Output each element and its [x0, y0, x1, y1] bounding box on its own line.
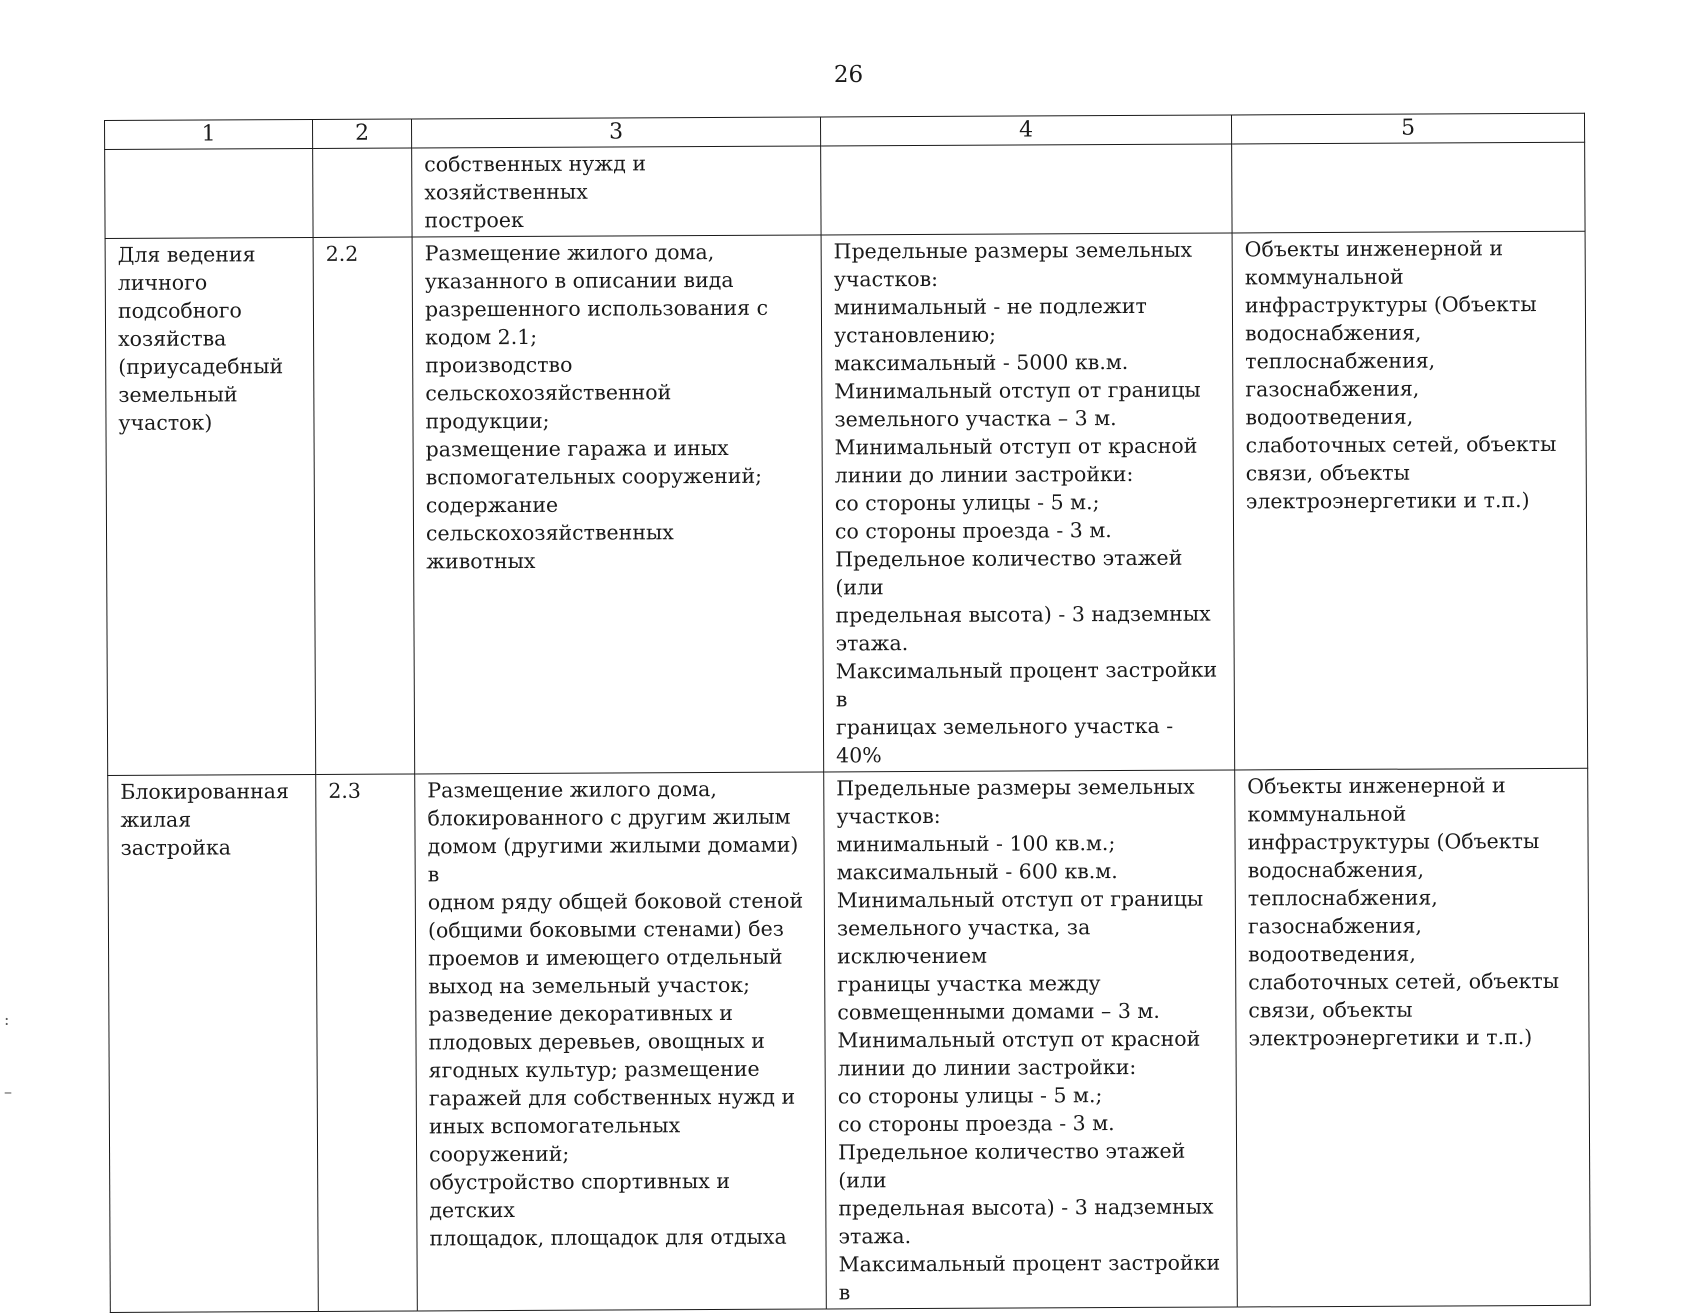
cell-text-line: проемов и имеющего отдельный — [428, 944, 783, 971]
cell-text-line: Объекты инженерной и — [1244, 236, 1504, 262]
cell-text-line: совмещенными домами – 3 м. — [837, 998, 1160, 1025]
cell-text-line: слаботочных сетей, объекты — [1245, 431, 1557, 458]
cell-text-line: инфраструктуры (Объекты — [1244, 292, 1537, 318]
cell-text-line: гаражей для собственных нужд и — [428, 1084, 796, 1111]
cell-text-line: Минимальный отступ от красной — [834, 433, 1198, 460]
cell-parameters — [821, 233, 1235, 772]
cell-text-line: теплоснабжения, — [1245, 348, 1436, 374]
cell-text-line: линии до линии застройки: — [834, 461, 1134, 488]
cell-text-line: Минимальный отступ от границы — [834, 377, 1201, 404]
cell-text-line: хозяйства — [118, 326, 227, 351]
column-header-1: 1 — [105, 119, 313, 149]
cell-text-line: земельного участка, за исключением — [836, 915, 1091, 969]
cell-text-line: со стороны проезда - 3 м. — [837, 1111, 1115, 1137]
cell-text-line: слаботочных сетей, объекты — [1248, 968, 1560, 995]
cell-text-line: газоснабжения, водоотведения, — [1247, 913, 1422, 967]
cell-text-line: минимальный - 100 кв.м.; — [836, 831, 1116, 857]
cell-text-line: Предельные размеры земельных — [833, 237, 1193, 264]
column-header-2: 2 — [312, 119, 411, 148]
cell-text-line: максимальный - 5000 кв.м. — [834, 349, 1129, 376]
cell-text-line: электроэнергетики и т.п.) — [1248, 1025, 1533, 1051]
cell-text-line: ягодных культур; размещение — [428, 1056, 760, 1083]
cell-text-line: Минимальный отступ от красной — [837, 1026, 1201, 1053]
cell-text-line: кодом 2.1; — [425, 324, 538, 350]
cell-text-line: предельная высота) - 3 надземных — [835, 601, 1211, 628]
cell-text-line: разрешенного использования с — [424, 295, 769, 322]
cell-text-line: личного — [117, 270, 208, 295]
cell-text-line: границы участка между — [837, 971, 1101, 997]
cell-text-line: Предельные размеры земельных — [836, 774, 1195, 801]
cell-use-name — [108, 774, 319, 1312]
cell-text-line: установлению; — [834, 322, 997, 348]
cell-use-name — [105, 237, 316, 775]
cell-text-line: построек — [424, 207, 524, 233]
cell-text-line: иных вспомогательных сооружений; — [428, 1113, 681, 1167]
cell-text-line: разведение декоративных и — [428, 1000, 733, 1027]
table-row — [108, 768, 1591, 1312]
cell-text-line: максимальный - 600 кв.м. — [836, 859, 1118, 885]
cell-text-line: участков: — [836, 803, 941, 829]
cell-text-line: блокированного с другим жилым — [427, 804, 791, 831]
cell-text-line: связи, объекты — [1245, 460, 1410, 486]
cell-text-line: этажа. — [835, 631, 909, 656]
page-number: 26 — [833, 62, 864, 88]
cell-text-line: Для ведения — [117, 242, 256, 267]
cell-use-name — [105, 148, 313, 238]
cell-text-line: коммунальной — [1247, 801, 1407, 827]
cell-text-line: этажа. — [838, 1224, 912, 1249]
cell-text-line: содержание сельскохозяйственных — [425, 492, 674, 546]
cell-text-line: со стороны улицы - 5 м.; — [837, 1083, 1103, 1109]
cell-text-line: Максимальный процент застройки в — [838, 1250, 1221, 1305]
cell-text-line: линии до линии застройки: — [837, 1054, 1137, 1081]
cell-use-code — [313, 148, 412, 237]
cell-text-line: со стороны проезда - 3 м. — [834, 518, 1112, 544]
cell-text-line: участков: — [833, 266, 939, 292]
cell-objects — [1235, 768, 1591, 1307]
cell-text-line: Предельное количество этажей (или — [837, 1138, 1186, 1193]
cell-use-code: 2.3 — [316, 774, 418, 1311]
column-header-5: 5 — [1231, 113, 1584, 144]
cell-text-line: участок) — [118, 410, 213, 435]
margin-mark: : — [4, 1010, 10, 1029]
cell-use-description — [415, 772, 827, 1311]
cell-parameters — [821, 144, 1232, 235]
cell-text-line: земельный — [118, 382, 238, 407]
cell-text-line: обустройство спортивных и детских — [429, 1168, 731, 1223]
cell-use-description — [412, 235, 824, 774]
column-header-3: 3 — [411, 117, 820, 148]
cell-text-line: домом (другими жилыми домами) в — [427, 832, 799, 887]
cell-objects — [1232, 231, 1588, 770]
cell-text-line: инфраструктуры (Объекты — [1247, 828, 1540, 855]
cell-text-line: производство сельскохозяйственной — [425, 352, 672, 406]
cell-text-line: собственных нужд и хозяйственных — [424, 151, 647, 205]
table-row — [105, 142, 1585, 238]
table-row — [105, 231, 1588, 775]
cell-text-line: земельного участка – 3 м. — [834, 406, 1117, 432]
cell-text-line: жилая застройка — [120, 807, 232, 860]
cell-text-line: границах земельного участка - 40% — [835, 713, 1174, 768]
cell-use-code: 2.2 — [313, 237, 415, 774]
cell-text-line: Максимальный процент застройки в — [835, 657, 1218, 712]
cell-text-line: водоснабжения, — [1247, 857, 1425, 883]
margin-mark: – — [4, 1082, 12, 1101]
cell-text-line: размещение гаража и иных — [425, 435, 729, 462]
cell-text-line: подсобного — [117, 298, 242, 323]
cell-text-line: минимальный - не подлежит — [833, 293, 1147, 320]
cell-text-line: продукции; — [425, 408, 550, 434]
cell-text-line: площадок, площадок для отдыха — [429, 1224, 787, 1251]
column-header-4: 4 — [820, 115, 1231, 146]
cell-text-line: водоснабжения, — [1244, 320, 1422, 346]
cell-text-line: плодовых деревьев, овощных и — [428, 1028, 765, 1055]
cell-text-line: Размещение жилого дома, — [427, 777, 717, 803]
cell-text-line: (общими боковыми стенами) без — [427, 916, 784, 943]
cell-parameters — [824, 770, 1238, 1309]
cell-text-line: одном ряду общей боковой стеной — [427, 888, 804, 915]
cell-use-description — [412, 146, 821, 237]
cell-text-line: Минимальный отступ от границы — [836, 886, 1204, 913]
cell-text-line: Предельное количество этажей (или — [835, 545, 1183, 600]
cell-text-line: (приусадебный — [118, 354, 284, 379]
cell-text-line: теплоснабжения, — [1247, 885, 1438, 911]
cell-text-line: газоснабжения, водоотведения, — [1245, 376, 1420, 430]
cell-text-line: связи, объекты — [1248, 997, 1413, 1023]
cell-text-line: Объекты инженерной и — [1247, 773, 1506, 799]
cell-text-line: животных — [426, 548, 536, 574]
cell-text-line: Блокированная — [120, 779, 289, 804]
land-use-table — [104, 113, 1591, 1313]
cell-objects — [1232, 142, 1585, 233]
cell-text-line: со стороны улицы - 5 м.; — [834, 490, 1100, 516]
cell-text-line: предельная высота) - 3 надземных — [838, 1194, 1214, 1221]
cell-text-line: вспомогательных сооружений; — [425, 463, 763, 490]
cell-text-line: Размещение жилого дома, — [424, 240, 715, 266]
cell-text-line: указанного в описании вида — [424, 267, 734, 294]
cell-text-line: коммунальной — [1244, 264, 1404, 290]
cell-text-line: электроэнергетики и т.п.) — [1245, 488, 1530, 514]
cell-text-line: выход на земельный участок; — [428, 972, 751, 999]
